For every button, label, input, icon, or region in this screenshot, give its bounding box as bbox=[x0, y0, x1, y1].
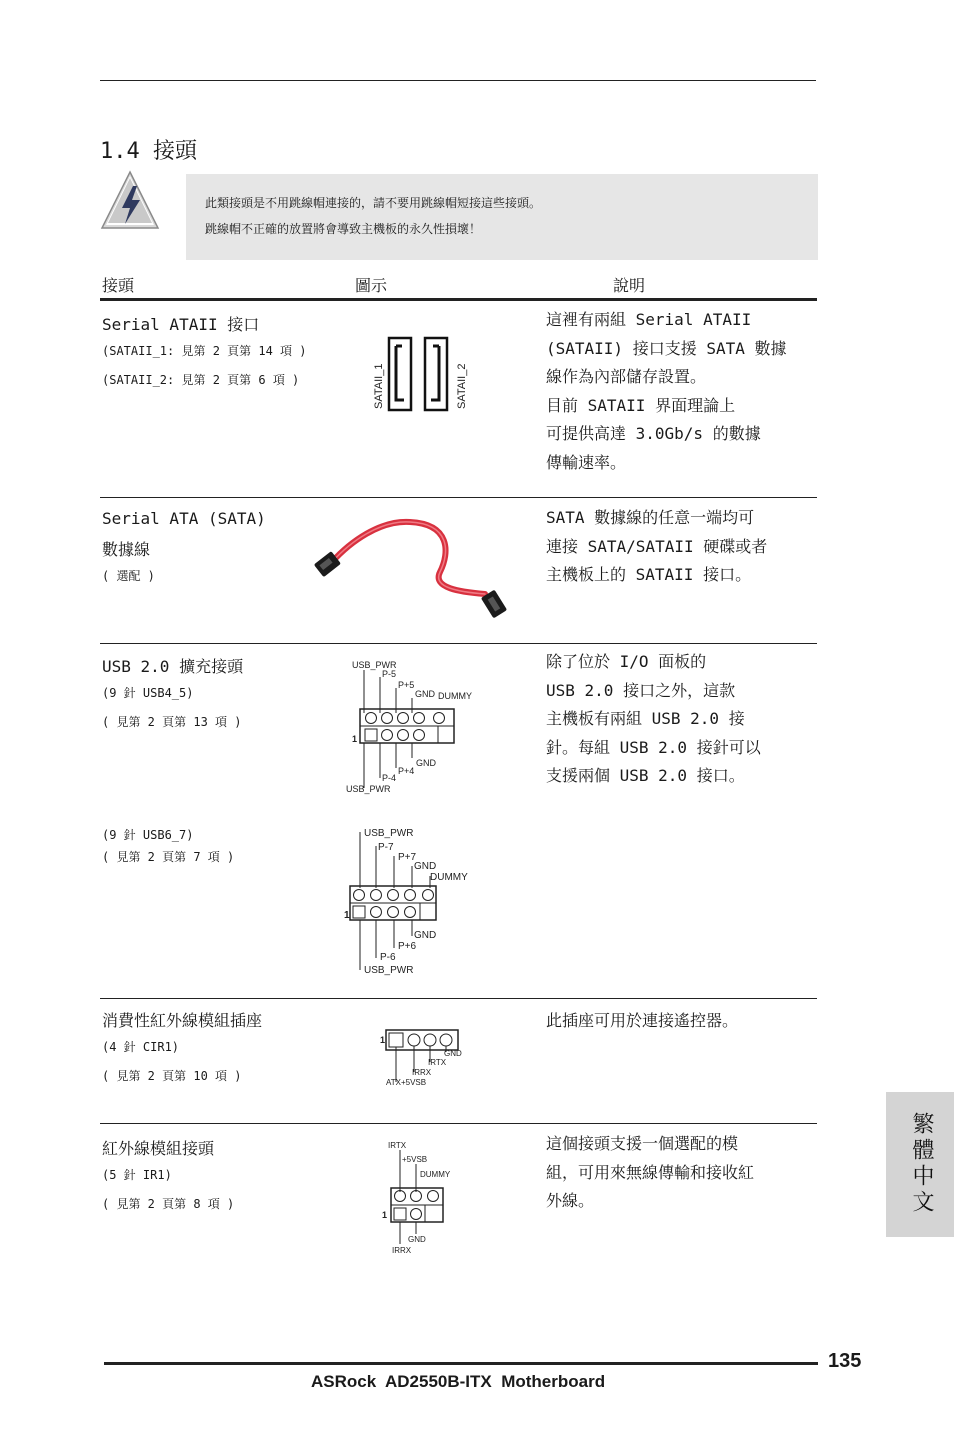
ir-label-irrx: IRRX bbox=[392, 1246, 412, 1255]
cir-label-irrx: IRRX bbox=[412, 1068, 432, 1077]
ir-label-5vsb: +5VSB bbox=[402, 1155, 428, 1164]
usb67-label-p-plus-bottom: P+6 bbox=[398, 941, 417, 952]
sata2-port-2 bbox=[425, 338, 447, 410]
sata2-desc-line: 這裡有兩組 Serial ATAII bbox=[546, 310, 752, 329]
footer-product: ASRock AD2550B-ITX Motherboard bbox=[311, 1372, 606, 1391]
usb67-label-p-minus-top: P-7 bbox=[378, 842, 394, 853]
sata-cable-desc-line: SATA 數據線的任意一端均可 bbox=[546, 508, 755, 527]
page-number: 135 bbox=[828, 1350, 862, 1372]
sata-cable-name-2: 數據線 bbox=[102, 540, 151, 559]
top-rule bbox=[100, 80, 816, 81]
usb-ref-1: (9 針 USB4_5) bbox=[102, 686, 194, 700]
cir-pin-1-label: 1 bbox=[380, 1035, 386, 1045]
sata2-ref-2: (SATAII_2: 見第 2 頁第 6 項 ) bbox=[102, 373, 300, 387]
usb45-label-p-plus-bottom: P+4 bbox=[398, 766, 415, 776]
ir-desc-line: 外線。 bbox=[546, 1191, 595, 1210]
header-description: 說明 bbox=[613, 276, 646, 295]
sata2-diagram bbox=[365, 332, 475, 414]
sata-cable-desc bbox=[546, 504, 767, 590]
ir-desc bbox=[546, 1130, 754, 1216]
usb45-pin-1-label: 1 bbox=[352, 734, 358, 744]
cir-diagram bbox=[376, 1026, 476, 1090]
header-rule bbox=[100, 298, 817, 301]
sata2-label-2: SATAII_2 bbox=[456, 363, 468, 409]
ir-desc-line: 這個接頭支援一個選配的模 bbox=[546, 1134, 739, 1153]
cir-label-atx5vsb: ATX+5VSB bbox=[386, 1078, 427, 1087]
usb45-label-p-minus-bottom: P-4 bbox=[382, 773, 397, 783]
row-rule-3 bbox=[100, 998, 817, 999]
cir-label-irtx: IRTX bbox=[428, 1058, 447, 1067]
usb-name: USB 2.0 擴充接頭 bbox=[102, 657, 244, 676]
warning-line-2: 跳線帽不正確的放置將會導致主機板的永久性損壞！ bbox=[205, 222, 482, 236]
ir-ref-1: (5 針 IR1) bbox=[102, 1168, 172, 1182]
ir-label-gnd: GND bbox=[408, 1235, 426, 1244]
usb45-label-usb-pwr-bottom: USB_PWR bbox=[346, 784, 391, 794]
sata-cable-image bbox=[310, 512, 520, 630]
usb-desc-line: 針。每組 USB 2.0 接針可以 bbox=[546, 737, 761, 757]
usb-desc-line: 主機板有兩組 USB 2.0 接 bbox=[546, 709, 745, 728]
usb45-label-gnd-top: GND bbox=[415, 689, 435, 699]
row-rule-1 bbox=[100, 497, 817, 498]
sata2-desc-line: 可提供高達 3.0Gb/s 的數據 bbox=[546, 424, 761, 443]
section-title: 1.4 接頭 bbox=[100, 139, 197, 164]
usb45-label-dummy: DUMMY bbox=[438, 691, 472, 701]
cir-ref-1: (4 針 CIR1) bbox=[102, 1040, 180, 1054]
sata-cable-desc-line: 主機板上的 SATAII 接口。 bbox=[546, 565, 752, 584]
header-diagram: 圖示 bbox=[355, 276, 388, 295]
sata2-ref-1: (SATAII_1: 見第 2 頁第 14 項 ) bbox=[102, 344, 307, 358]
usb45-label-p-plus-top: P+5 bbox=[398, 680, 415, 690]
usb67-pin-1-label: 1 bbox=[344, 910, 350, 921]
usb67-label-gnd-top: GND bbox=[414, 861, 437, 872]
cir-label-gnd: GND bbox=[444, 1049, 462, 1058]
usb45-label-usb-pwr-top: USB_PWR bbox=[352, 660, 397, 670]
sata2-desc-line: (SATAII) 接口支援 SATA 數據 bbox=[546, 338, 787, 358]
usb-desc-line: 除了位於 I/O 面板的 bbox=[546, 652, 707, 671]
usb67-label-p-minus-bottom: P-6 bbox=[380, 952, 396, 963]
usb67-label-gnd-bottom: GND bbox=[414, 930, 437, 941]
usb-ref-2: ( 見第 2 頁第 13 項 ) bbox=[102, 715, 242, 729]
usb-desc-line: USB 2.0 接口之外，這款 bbox=[546, 680, 736, 700]
footer-rule bbox=[104, 1362, 818, 1365]
ir-ref-2: ( 見第 2 頁第 8 項 ) bbox=[102, 1197, 235, 1211]
warning-icon bbox=[100, 170, 160, 232]
sata2-label-1: SATAII_1 bbox=[373, 363, 385, 409]
sata-cable-name-1: Serial ATA (SATA) bbox=[102, 509, 266, 528]
language-side-tab bbox=[886, 1092, 954, 1237]
row-rule-4 bbox=[100, 1123, 817, 1124]
cir-ref-2: ( 見第 2 頁第 10 項 ) bbox=[102, 1069, 242, 1083]
usb-ref-4: ( 見第 2 頁第 7 項 ) bbox=[102, 850, 235, 864]
usb-ref-3: (9 針 USB6_7) bbox=[102, 828, 194, 842]
sata2-desc-line: 目前 SATAII 界面理論上 bbox=[546, 395, 736, 415]
sata2-name: Serial ATAII 接口 bbox=[102, 315, 260, 334]
sata2-desc-line: 傳輸速率。 bbox=[546, 452, 627, 472]
usb67-diagram bbox=[342, 822, 492, 978]
sata-cable-ref: ( 選配 ) bbox=[102, 569, 155, 583]
usb-desc bbox=[546, 648, 761, 791]
ir-label-dummy: DUMMY bbox=[420, 1170, 451, 1179]
ir-label-irtx: IRTX bbox=[388, 1141, 407, 1150]
sata2-desc-line: 線作為內部儲存設置。 bbox=[546, 367, 707, 386]
usb67-label-p-plus-top: P+7 bbox=[398, 852, 417, 863]
cir-desc: 此插座可用於連接遙控器。 bbox=[546, 1011, 739, 1030]
usb67-label-usb-pwr-top: USB_PWR bbox=[364, 828, 414, 839]
sata2-desc bbox=[546, 306, 787, 477]
usb-desc-line: 支援兩個 USB 2.0 接口。 bbox=[546, 766, 745, 785]
sata2-port-1 bbox=[389, 338, 411, 410]
warning-line-1: 此類接頭是不用跳線帽連接的，請不要用跳線帽短接這些接頭。 bbox=[205, 196, 542, 210]
usb45-label-gnd-bottom: GND bbox=[416, 758, 436, 768]
usb67-label-usb-pwr-bottom: USB_PWR bbox=[364, 965, 414, 976]
usb45-diagram bbox=[342, 658, 492, 796]
ir-pin-1-label: 1 bbox=[382, 1210, 388, 1220]
row-rule-2 bbox=[100, 643, 817, 644]
usb45-label-p-minus-top: P-5 bbox=[382, 669, 397, 679]
warning-box bbox=[186, 174, 818, 260]
ir-desc-line: 組，可用來無線傳輸和接收紅 bbox=[546, 1162, 755, 1182]
usb67-label-dummy: DUMMY bbox=[430, 872, 468, 883]
ir-name: 紅外線模組接頭 bbox=[102, 1139, 215, 1158]
ir-diagram bbox=[378, 1136, 478, 1256]
cir-name: 消費性紅外線模組插座 bbox=[102, 1011, 263, 1030]
header-connector: 接頭 bbox=[102, 276, 135, 295]
sata-cable-desc-line: 連接 SATA/SATAII 硬碟或者 bbox=[546, 536, 768, 556]
language-side-tab-text: 繁體中文 bbox=[909, 1112, 934, 1216]
